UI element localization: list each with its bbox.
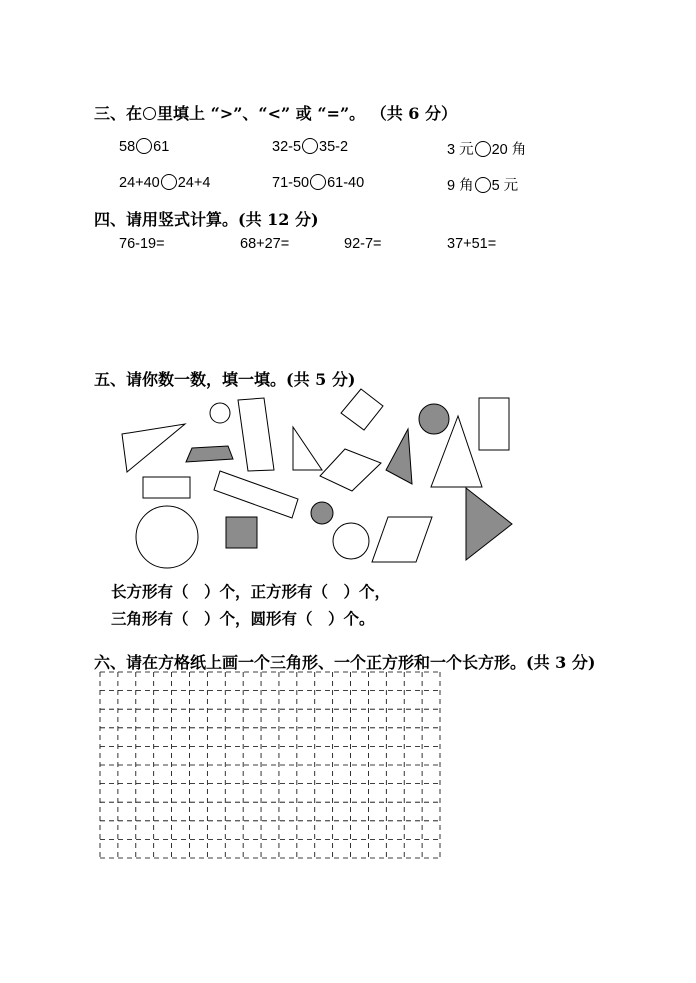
shaded-triangle-shape xyxy=(386,429,412,484)
comparison-left: 3 元 xyxy=(447,142,474,158)
section-6-heading: 六、请在方格纸上画一个三角形、一个正方形和一个长方形。(共 3 分) xyxy=(94,653,596,672)
circle-shape xyxy=(333,523,369,559)
grid-paper[interactable] xyxy=(98,670,443,860)
shaded-triangle-shape xyxy=(466,488,512,560)
circle-shape xyxy=(136,506,198,568)
shaded-circle-shape xyxy=(419,404,449,434)
calculation-item: 76-19= xyxy=(119,236,165,252)
count-sentence-1: 长方形有（ ）个，正方形有（ ）个， xyxy=(111,583,391,601)
rhombus-shape xyxy=(320,449,381,491)
shaded-square-shape xyxy=(226,517,257,548)
comparison-left: 32-5 xyxy=(272,139,302,155)
parallelogram-shape xyxy=(372,517,432,562)
comparison-right: 61 xyxy=(153,139,170,155)
comparison-right: 5 元 xyxy=(491,178,519,194)
shaded-parallelogram-shape xyxy=(186,446,233,462)
comparison-left: 24+40 xyxy=(119,175,160,191)
section-5-heading: 五、请你数一数，填一填。(共 5 分) xyxy=(94,370,356,389)
count-sentence-2: 三角形有（ ）个，圆形有（ ）个。 xyxy=(111,610,375,628)
comparison-right: 61-40 xyxy=(327,175,365,191)
comparison-right: 24+4 xyxy=(177,175,211,191)
comparison-right: 35-2 xyxy=(319,139,349,155)
rectangle-shape xyxy=(143,477,190,498)
section-4-heading: 四、请用竖式计算。(共 12 分) xyxy=(94,210,319,229)
rectangle-shape xyxy=(479,398,509,450)
circle-shape xyxy=(210,403,230,423)
rectangle-shape xyxy=(214,471,298,518)
section-3-heading-part1: 三、在 xyxy=(94,104,143,123)
calculation-item: 68+27= xyxy=(240,236,290,252)
comparison-left: 71-50 xyxy=(272,175,310,191)
triangle-shape xyxy=(122,424,185,472)
square-shape xyxy=(341,389,383,430)
section-3-heading-part2: 里填上 “>”、“<” 或 “=”。 （共 6 分） xyxy=(157,104,458,123)
rectangle-shape xyxy=(238,398,274,471)
shaded-circle-shape xyxy=(311,502,333,524)
comparison-right: 20 角 xyxy=(491,142,527,158)
comparison-left: 9 角 xyxy=(447,178,474,194)
comparison-left: 58 xyxy=(119,139,136,155)
calculation-item: 92-7= xyxy=(344,236,382,252)
triangle-shape xyxy=(293,427,322,470)
calculation-item: 37+51= xyxy=(447,236,497,252)
